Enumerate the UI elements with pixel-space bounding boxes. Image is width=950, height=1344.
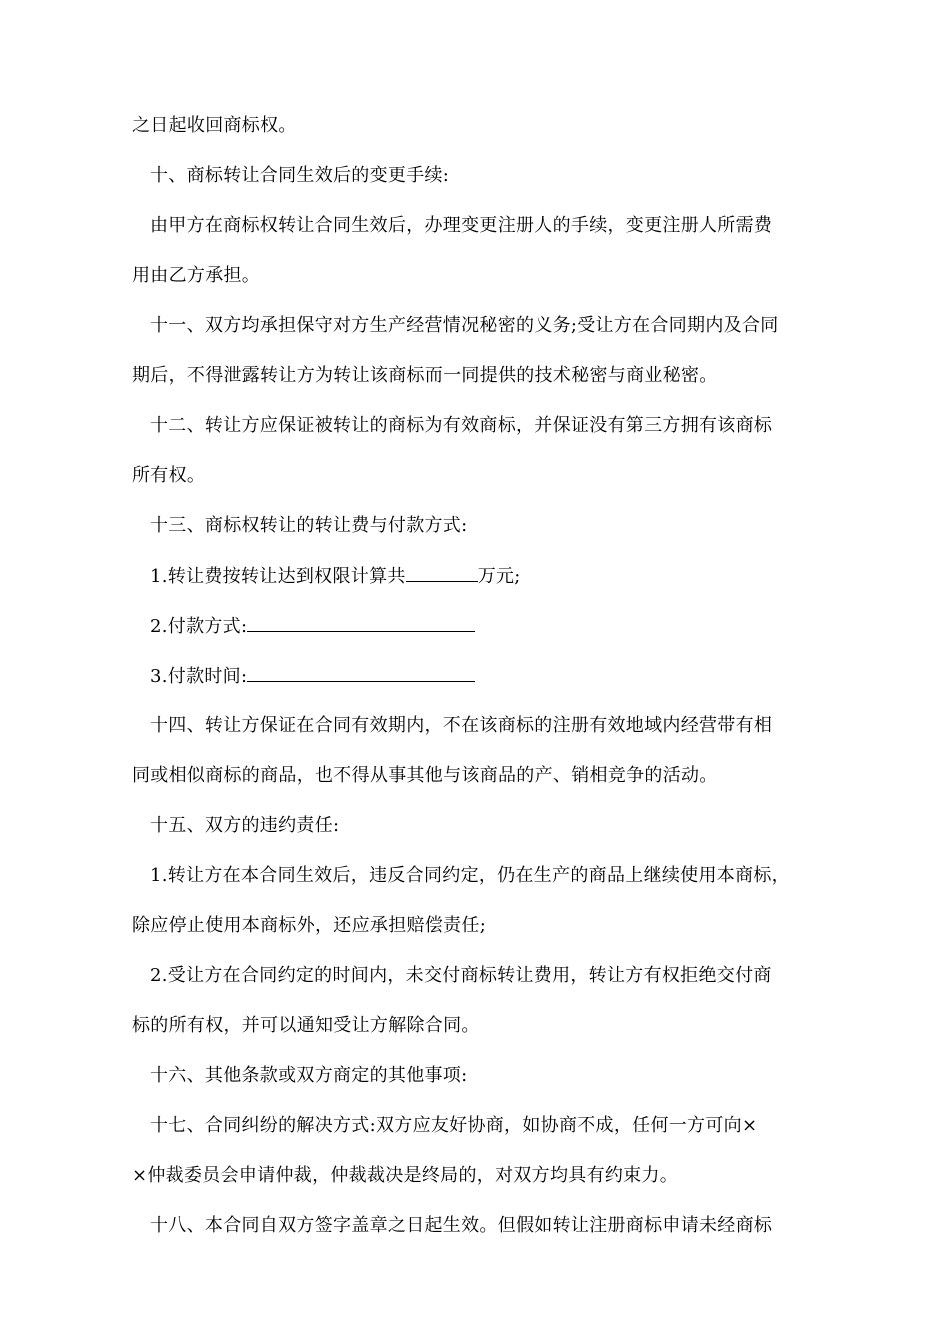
clause-15-item-1: 1.转让方在本合同生效后，违反合同约定，仍在生产的商品上继续使用本商标， bbox=[150, 865, 790, 886]
payment-method-label: 2.付款方式: bbox=[150, 616, 248, 637]
payment-time-label: 3.付款时间: bbox=[150, 666, 248, 687]
paragraph-line: ×仲裁委员会申请仲裁，仲裁裁决是终局的，对双方均具有约束力。 bbox=[132, 1165, 679, 1186]
clause-16-heading: 十六、其他条款或双方商定的其他事项: bbox=[150, 1065, 468, 1086]
clause-13-heading: 十三、商标权转让的转让费与付款方式: bbox=[150, 515, 468, 536]
payment-time-blank bbox=[247, 663, 475, 682]
paragraph-line: 用由乙方承担。 bbox=[132, 265, 261, 286]
clause-15-heading: 十五、双方的违约责任: bbox=[150, 815, 340, 836]
clause-15-item-2: 2.受让方在合同约定的时间内，未交付商标转让费用，转让方有权拒绝交付商 bbox=[150, 965, 772, 986]
clause-10-heading: 十、商标转让合同生效后的变更手续: bbox=[150, 165, 450, 186]
paragraph-line: 除应停止使用本商标外，还应承担赔偿责任; bbox=[132, 915, 487, 936]
clause-14-line: 十四、转让方保证在合同有效期内，不在该商标的注册有效地域内经营带有相 bbox=[150, 715, 773, 736]
clause-17-line: 十七、合同纠纷的解决方式:双方应友好协商，如协商不成，任何一方可向× bbox=[150, 1115, 758, 1136]
fee-amount-blank bbox=[406, 563, 478, 582]
payment-method-line bbox=[150, 613, 475, 640]
fee-unit: 万元; bbox=[477, 566, 521, 587]
clause-11-line: 十一、双方均承担保守对方生产经营情况秘密的义务;受让方在合同期内及合同 bbox=[150, 315, 779, 336]
clause-18-line: 十八、本合同自双方签字盖章之日起生效。但假如转让注册商标申请未经商标 bbox=[150, 1215, 773, 1236]
payment-method-blank bbox=[247, 613, 475, 632]
fee-label: 1.转让费按转让达到权限计算共 bbox=[150, 566, 406, 587]
fee-line bbox=[150, 563, 521, 590]
paragraph-line: 同或相似商标的商品，也不得从事其他与该商品的产、销相竞争的活动。 bbox=[132, 765, 718, 786]
payment-time-line bbox=[150, 663, 475, 690]
paragraph-line: 之日起收回商标权。 bbox=[132, 115, 297, 136]
paragraph-line: 标的所有权，并可以通知受让方解除合同。 bbox=[132, 1015, 480, 1036]
paragraph-line: 所有权。 bbox=[132, 465, 206, 486]
clause-12-line: 十二、转让方应保证被转让的商标为有效商标，并保证没有第三方拥有该商标 bbox=[150, 415, 773, 436]
paragraph-line: 期后，不得泄露转让方为转让该商标而一同提供的技术秘密与商业秘密。 bbox=[132, 365, 718, 386]
paragraph-line: 由甲方在商标权转让合同生效后，办理变更注册人的手续，变更注册人所需费 bbox=[150, 215, 773, 236]
